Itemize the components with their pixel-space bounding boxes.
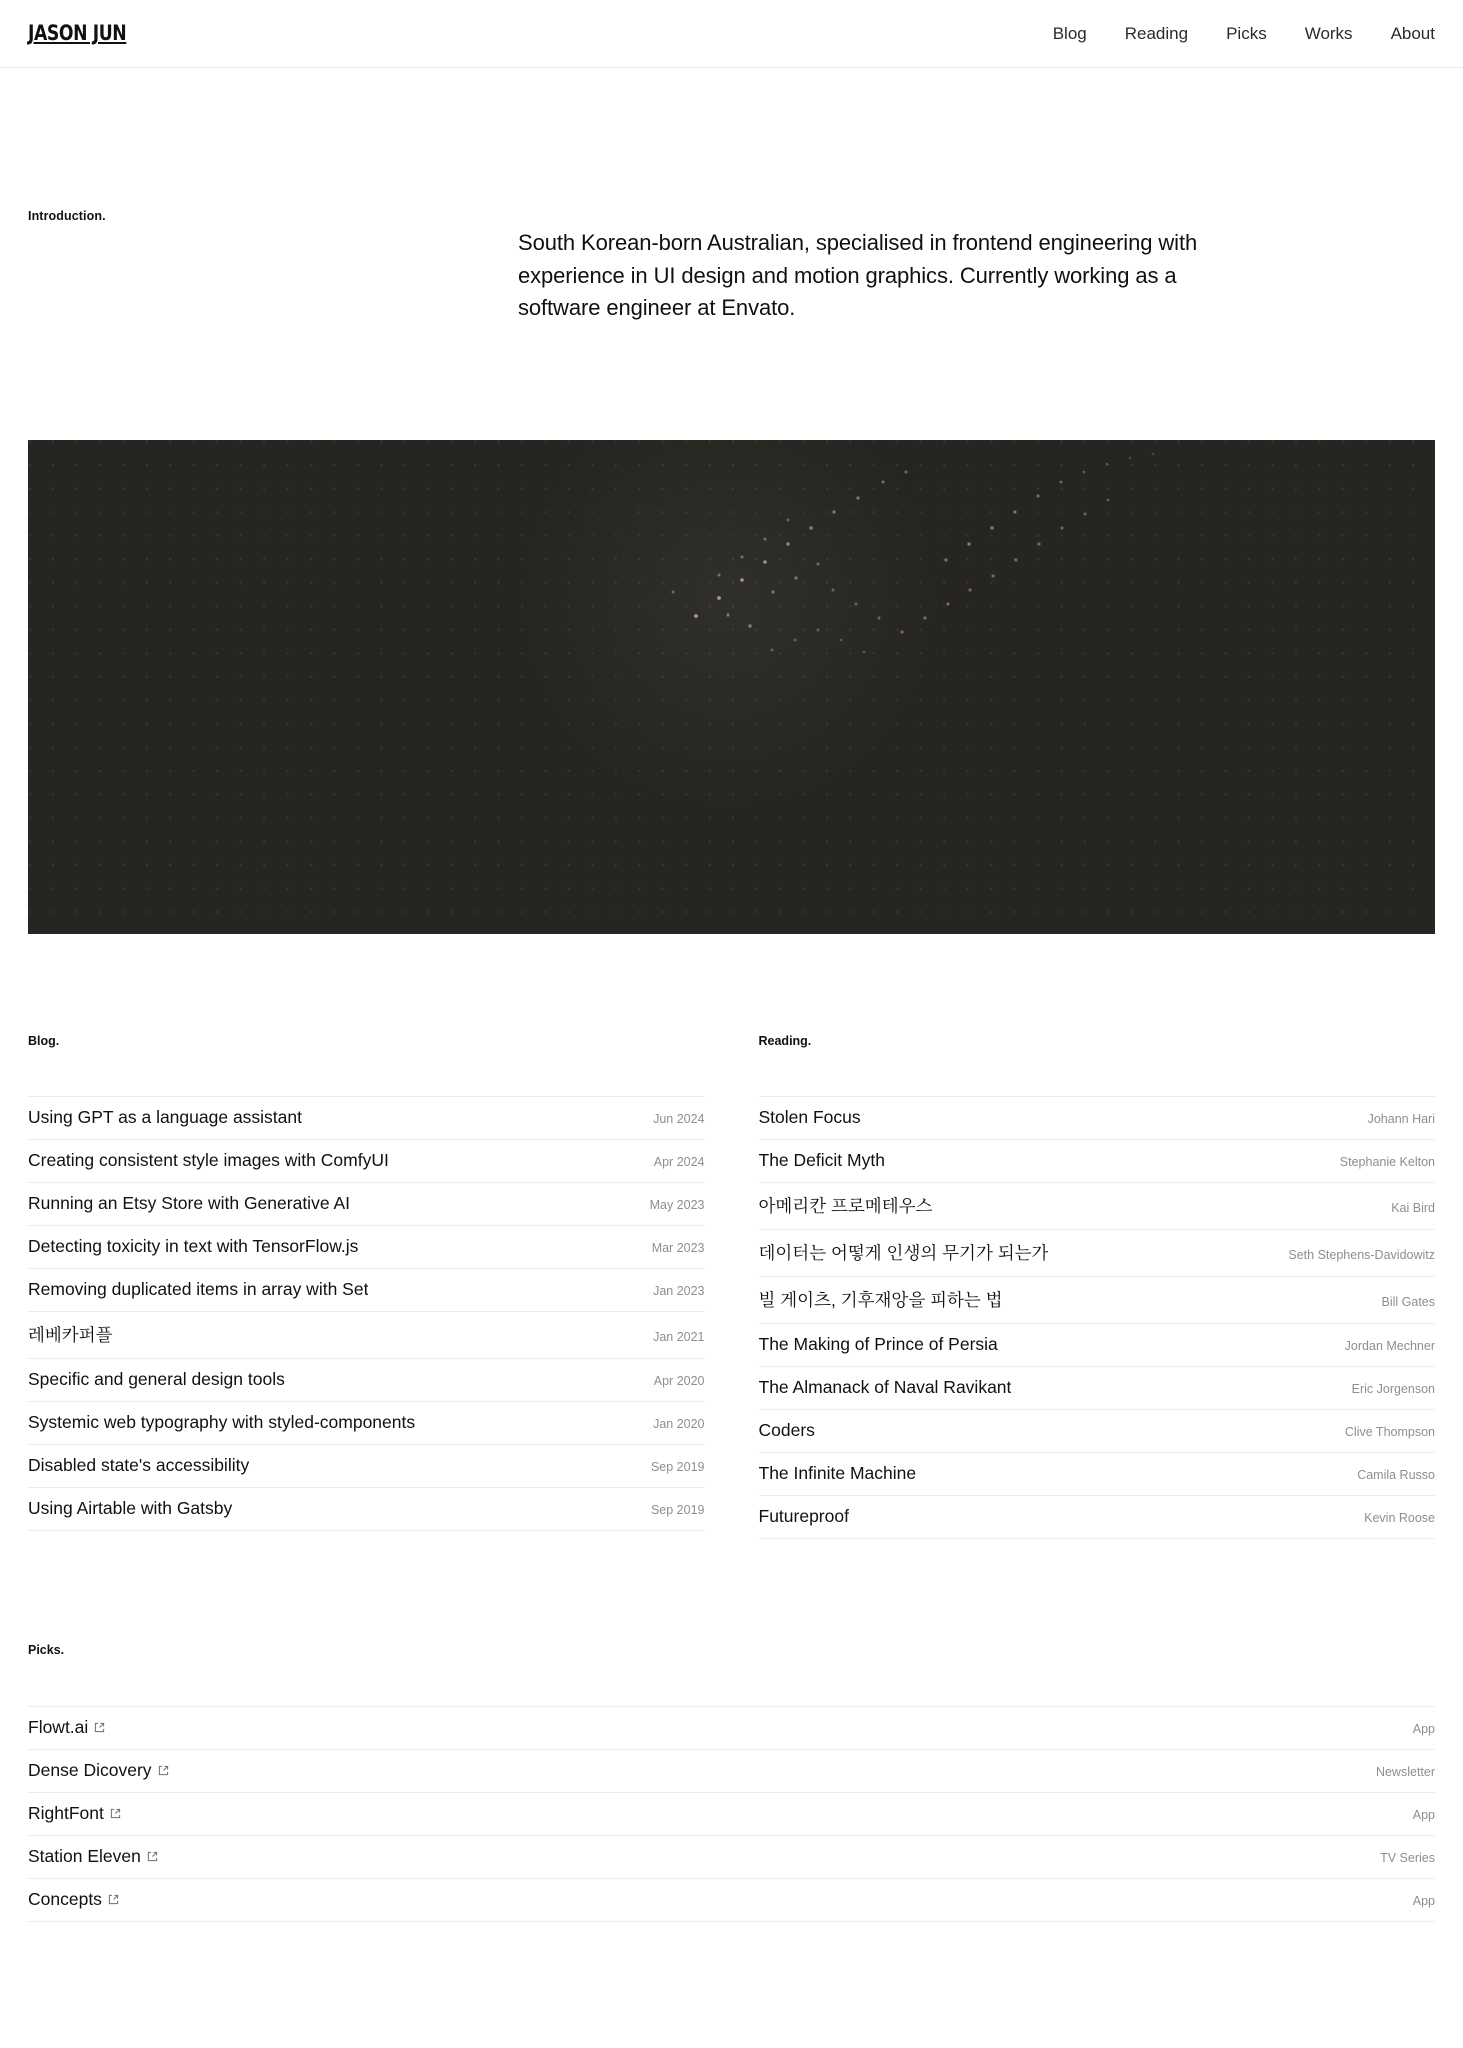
blog-item-title: Using GPT as a language assistant <box>28 1106 303 1127</box>
external-link-icon <box>94 1722 105 1733</box>
main-navigation <box>1053 24 1435 44</box>
external-link-icon <box>158 1765 169 1776</box>
blog-item-title: Running an Etsy Store with Generative AI <box>28 1192 350 1213</box>
reading-item-title: The Almanack of Naval Ravikant <box>758 1376 1012 1397</box>
reading-item-author: Jordan Mechner <box>1344 1338 1435 1353</box>
list-item[interactable] <box>759 1096 1436 1140</box>
list-item[interactable] <box>759 1230 1436 1277</box>
reading-section <box>759 1034 1436 1539</box>
list-item[interactable] <box>28 1402 705 1445</box>
blog-item-date: May 2023 <box>649 1197 705 1212</box>
blog-label: Blog. <box>28 1033 60 1048</box>
list-item[interactable] <box>28 1226 705 1269</box>
hero-canvas[interactable] <box>28 440 1435 934</box>
introduction-section <box>28 68 1435 347</box>
picks-item-title <box>28 1889 119 1910</box>
blog-item-date: Jan 2020 <box>653 1416 705 1431</box>
blog-item-title: Using Airtable with Gatsby <box>28 1497 233 1518</box>
reading-label: Reading. <box>758 1033 812 1048</box>
reading-item-title: 아메리칸 프로메테우스 <box>758 1195 933 1216</box>
picks-label: Picks. <box>28 1642 65 1657</box>
list-item[interactable] <box>28 1140 705 1183</box>
blog-item-date: Apr 2020 <box>653 1373 705 1388</box>
reading-item-author: Kai Bird <box>1391 1200 1435 1215</box>
blog-item-title: Systemic web typography with styled-components <box>28 1411 416 1432</box>
reading-item-title: Coders <box>758 1419 815 1440</box>
picks-item-label: Station Eleven <box>28 1845 141 1866</box>
picks-item-category: Newsletter <box>1375 1764 1435 1779</box>
external-link-icon <box>147 1851 158 1862</box>
blog-item-date: Jan 2021 <box>653 1329 705 1344</box>
reading-item-title: The Making of Prince of Persia <box>758 1333 998 1354</box>
particle-dots-graphic <box>28 440 1435 934</box>
external-link-icon <box>110 1808 121 1819</box>
reading-item-author: Kevin Roose <box>1364 1510 1435 1525</box>
list-item[interactable] <box>28 1183 705 1226</box>
list-item[interactable] <box>28 1359 705 1402</box>
page-content <box>0 68 1463 1962</box>
external-link-icon <box>108 1894 119 1905</box>
reading-item-title: The Deficit Myth <box>758 1149 885 1170</box>
list-item[interactable] <box>28 1096 705 1140</box>
nav-item-about[interactable]: About <box>1390 23 1435 43</box>
site-logo[interactable]: JASON JUN <box>28 21 127 45</box>
reading-item-title: 빌 게이츠, 기후재앙을 피하는 법 <box>758 1289 1003 1310</box>
picks-item-category: App <box>1412 1721 1435 1736</box>
blog-item-date: Mar 2023 <box>651 1240 705 1255</box>
blog-item-title: Creating consistent style images with ComfyUI <box>28 1149 389 1170</box>
reading-item-author: Stephanie Kelton <box>1339 1154 1435 1169</box>
picks-item-label: RightFont <box>28 1802 104 1823</box>
picks-item-label: Dense Dicovery <box>28 1759 152 1780</box>
reading-item-author: Seth Stephens-Davidowitz <box>1288 1247 1435 1262</box>
list-item[interactable] <box>28 1793 1435 1836</box>
reading-item-title: Stolen Focus <box>758 1106 861 1127</box>
nav-item-reading[interactable]: Reading <box>1124 23 1189 43</box>
picks-item-category: App <box>1412 1893 1435 1908</box>
reading-item-author: Johann Hari <box>1367 1111 1435 1126</box>
blog-item-date: Jun 2024 <box>653 1111 705 1126</box>
list-item[interactable] <box>28 1836 1435 1879</box>
blog-item-title: Disabled state's accessibility <box>28 1454 250 1475</box>
site-header <box>0 0 1463 68</box>
blog-reading-sections <box>28 934 1435 1539</box>
reading-item-title: The Infinite Machine <box>758 1462 917 1483</box>
reading-item-title: 데이터는 어떻게 인생의 무기가 되는가 <box>758 1242 1049 1263</box>
list-item[interactable] <box>759 1140 1436 1183</box>
blog-section <box>28 1034 705 1539</box>
list-item[interactable] <box>28 1312 705 1359</box>
list-item[interactable] <box>759 1277 1436 1324</box>
reading-item-author: Clive Thompson <box>1344 1424 1435 1439</box>
picks-item-title <box>28 1803 121 1824</box>
reading-item-author: Bill Gates <box>1381 1294 1435 1309</box>
list-item[interactable] <box>28 1706 1435 1750</box>
picks-item-title <box>28 1760 169 1781</box>
picks-item-category: TV Series <box>1380 1850 1435 1865</box>
reading-item-author: Camila Russo <box>1357 1467 1435 1482</box>
list-item[interactable] <box>759 1324 1436 1367</box>
blog-item-title: Removing duplicated items in array with Set <box>28 1278 369 1299</box>
list-item[interactable] <box>759 1183 1436 1230</box>
blog-item-title: Specific and general design tools <box>28 1368 285 1389</box>
list-item[interactable] <box>759 1453 1436 1496</box>
blog-item-date: Sep 2019 <box>650 1459 705 1474</box>
list-item[interactable] <box>759 1367 1436 1410</box>
blog-item-date: Apr 2024 <box>653 1154 705 1169</box>
list-item[interactable] <box>28 1750 1435 1793</box>
list-item[interactable] <box>28 1879 1435 1922</box>
list-item[interactable] <box>28 1269 705 1312</box>
nav-item-blog[interactable]: Blog <box>1052 23 1087 43</box>
list-item[interactable] <box>28 1445 705 1488</box>
picks-list <box>28 1706 1435 1922</box>
picks-item-category: App <box>1412 1807 1435 1822</box>
reading-list <box>759 1096 1436 1539</box>
blog-item-title: Detecting toxicity in text with TensorFlow.js <box>28 1235 359 1256</box>
nav-item-works[interactable]: Works <box>1304 23 1353 43</box>
reading-item-author: Eric Jorgenson <box>1351 1381 1435 1396</box>
list-item[interactable] <box>759 1496 1436 1539</box>
picks-section <box>28 1539 1435 1962</box>
introduction-label: Introduction. <box>28 209 106 223</box>
introduction-text: South Korean-born Australian, specialised in frontend engineering with experience in UI design and motion graphics. Currently working as a software engineer at Envato. <box>518 230 1198 321</box>
blog-item-date: Sep 2019 <box>650 1502 705 1517</box>
blog-item-date: Jan 2023 <box>653 1283 705 1298</box>
picks-item-title <box>28 1717 105 1738</box>
picks-item-label: Flowt.ai <box>28 1716 89 1737</box>
blog-item-title: 레베카퍼플 <box>28 1324 113 1345</box>
picks-item-label: Concepts <box>28 1888 102 1909</box>
list-item[interactable] <box>28 1488 705 1531</box>
nav-item-picks[interactable]: Picks <box>1226 23 1267 43</box>
reading-item-title: Futureproof <box>758 1505 849 1526</box>
picks-item-title <box>28 1846 158 1867</box>
list-item[interactable] <box>759 1410 1436 1453</box>
blog-list <box>28 1096 705 1531</box>
